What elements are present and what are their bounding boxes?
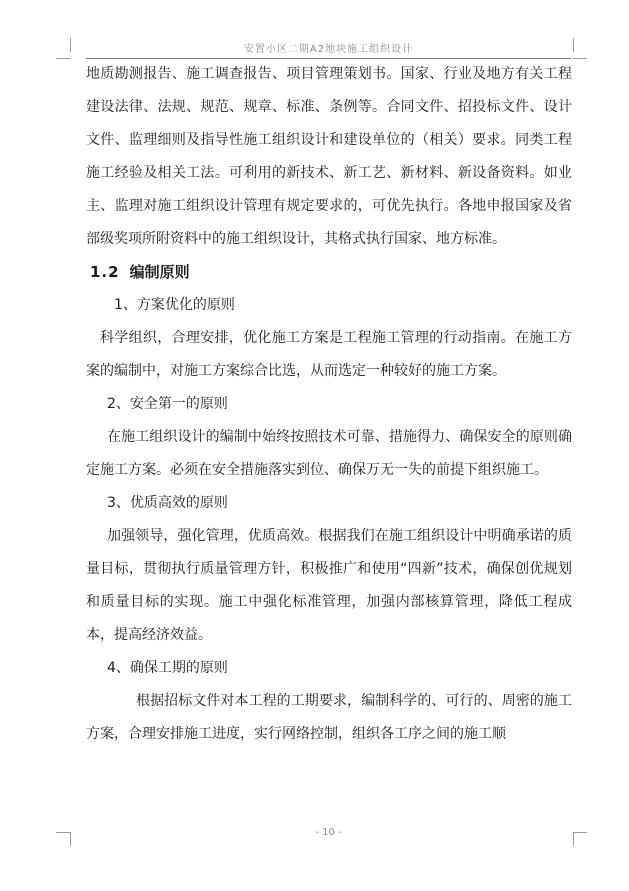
crop-mark <box>56 58 70 59</box>
crop-mark <box>573 832 587 833</box>
section-heading <box>86 256 572 289</box>
page-number: - 10 - <box>315 827 342 838</box>
section-title: 编制原则 <box>129 263 190 281</box>
document-body <box>86 58 572 751</box>
subsection-body: 根据招标文件对本工程的工期要求，编制科学的、可行的、周密的施工方案，合理安排施工进度，实行网络控制，组织各工序之间的施工顺 <box>86 693 572 742</box>
crop-mark <box>573 38 574 52</box>
subsection-body: 科学组织，合理安排，优化施工方案是工程施工管理的行动指南。在施工方案的编制中，对施工方案综合比选，从而选定一种较好的施工方案。 <box>86 330 572 379</box>
subsection-body: 在施工组织设计的编制中始终按照技术可靠、措施得力、确保安全的原则确定施工方案。必须在安全措施落实到位、确保万无一失的前提下组织施工。 <box>86 429 572 478</box>
subsection-title: 1、方案优化的原则 <box>114 297 235 313</box>
subsection-title: 3、优质高效的原则 <box>107 495 228 511</box>
subsection-body: 加强领导，强化管理，优质高效。根据我们在施工组织设计中明确承诺的质量目标，贯彻执行质量管理方针，积极推广和使用“四新”技术，确保创优规划和质量目标的实现。施工中强化标准管理，加强内部核算管理，降低工程成本，提高经济效益。 <box>86 528 572 643</box>
page-header: 安置小区二期A2地块施工组织设计 <box>243 44 414 55</box>
crop-mark <box>70 832 71 846</box>
intro-paragraph: 地质勘测报告、施工调查报告、项目管理策划书。国家、行业及地方有关工程建设法律、法规、规范、规章、标准、条例等。合同文件、招投标文件、设计文件、监理细则及指导性施工组织设计和建设单位的（相关）要求。同类工程施工经验及相关工法。可利用的新技术、新工艺、新材料、新设备资料。如业主、监理对施工组织设计管理有规定要求的，可优先执行。各地申报国家及省部级奖项所附资料中的施工组织设计，其格式执行国家、地方标准。 <box>86 66 572 247</box>
section-number: 1.2 <box>90 263 120 281</box>
crop-mark <box>70 38 71 52</box>
crop-mark <box>573 58 587 59</box>
crop-mark <box>56 832 70 833</box>
subsection-title: 4、确保工期的原则 <box>107 660 228 676</box>
crop-mark <box>573 832 574 846</box>
subsection-title: 2、安全第一的原则 <box>107 396 228 412</box>
